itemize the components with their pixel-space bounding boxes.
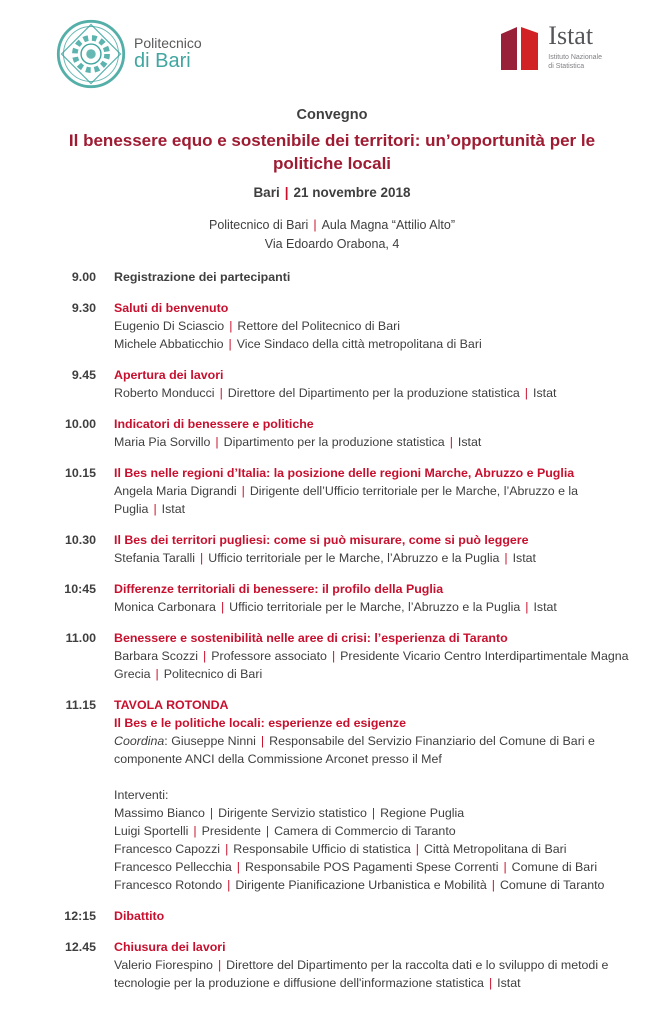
agenda-item (38, 299, 636, 353)
agenda-time: 9.00 (71, 270, 96, 284)
agenda-text-segment: Dirigente Servizio statistico (218, 806, 367, 820)
agenda-line (114, 335, 636, 353)
agenda-text-segment: Dipartimento per la produzione statistica (223, 435, 445, 449)
agenda-text-segment: Regione Puglia (380, 806, 465, 820)
agenda-item (38, 629, 636, 683)
pipe-separator: | (488, 976, 493, 990)
politecnico-name: Politecnico (134, 35, 202, 51)
agenda-text-segment: Camera di Commercio di Taranto (274, 824, 456, 838)
agenda-item-body (114, 415, 636, 451)
pipe-separator: | (153, 502, 157, 516)
agenda-text-segment: Comune di Taranto (499, 878, 605, 892)
agenda-title: TAVOLA ROTONDA (114, 698, 229, 712)
agenda-text-segment: Stefania Taralli (114, 551, 196, 565)
agenda-time: 10.30 (64, 533, 96, 547)
agenda-title: Saluti di benvenuto (114, 301, 229, 315)
pipe-separator: | (415, 842, 419, 856)
agenda-text-segment: Luigi Sportelli (114, 824, 189, 838)
agenda-item (38, 415, 636, 451)
agenda-item-body (114, 938, 636, 992)
agenda-item (38, 366, 636, 402)
agenda-item-body (114, 299, 636, 353)
pipe-separator: | (265, 824, 270, 838)
agenda-item-body (114, 464, 636, 518)
interventi-line (114, 840, 636, 858)
venue-address: Via Edoardo Orabona, 4 (264, 237, 400, 251)
politecnico-wordmark (134, 36, 202, 72)
agenda-list (0, 268, 664, 992)
pipe-separator: | (227, 878, 231, 892)
agenda-text-segment: Istat (512, 551, 536, 565)
agenda-line (114, 317, 636, 335)
pipe-separator: | (491, 878, 495, 892)
istat-logo (501, 21, 602, 72)
blank-line (114, 768, 636, 786)
agenda-time: 10.00 (64, 417, 96, 431)
pipe-separator: | (155, 667, 159, 681)
venue-line (0, 216, 664, 235)
agenda-text-segment: Maria Pia Sorvillo (114, 435, 211, 449)
agenda-title: Il Bes e le politiche locali: esperienze ed esigenze (114, 716, 406, 730)
pipe-separator: | (220, 600, 225, 614)
politecnico-city: di Bari (134, 50, 191, 72)
agenda-text-segment: Ufficio territoriale per le Marche, l’Abruzzo e la Puglia (208, 551, 500, 565)
agenda-text-segment: Responsabile POS Pagamenti Spese Correnti (244, 860, 499, 874)
agenda-text-segment: Monica Carbonara (114, 600, 216, 614)
venue-hall: Aula Magna “Attilio Alto” (321, 218, 455, 232)
agenda-text-segment: Politecnico di Bari (163, 667, 263, 681)
agenda-text-segment: Barbara Scozzi (114, 649, 199, 663)
header-logos (0, 0, 664, 90)
pipe-separator: | (504, 551, 508, 565)
agenda-title: Il Bes dei territori pugliesi: come si può misurare, come si può leggere (114, 533, 529, 547)
event-date: 21 novembre 2018 (293, 185, 411, 200)
interventi-line (114, 822, 636, 840)
agenda-text-segment: Francesco Pellecchia (114, 860, 232, 874)
pipe-separator: | (209, 806, 214, 820)
agenda-line (114, 433, 636, 451)
agenda-text-segment: Città Metropolitana di Bari (423, 842, 567, 856)
pipe-separator: | (525, 600, 529, 614)
istat-logo-mark-icon (501, 24, 539, 72)
agenda-item-body (114, 696, 636, 894)
pipe-separator: | (331, 649, 336, 663)
agenda-text-segment: Angela Maria Digrandi (114, 484, 237, 498)
agenda-line (114, 647, 636, 683)
agenda-title: Chiusura dei lavori (114, 940, 226, 954)
agenda-time: 9.45 (71, 368, 96, 382)
agenda-line (114, 384, 636, 402)
agenda-title: Benessere e sostenibilità nelle aree di crisi: l’esperienza di Taranto (114, 631, 508, 645)
pipe-separator: | (228, 337, 232, 351)
interventi-label: Interventi: (114, 788, 169, 802)
coordina-line (114, 732, 636, 768)
agenda-time: 11.15 (65, 698, 96, 712)
agenda-line (114, 482, 636, 518)
pipe-separator: | (284, 185, 289, 200)
venue-place: Politecnico di Bari (208, 218, 309, 232)
agenda-item-body (114, 268, 636, 286)
agenda-text-segment: Eugenio Di Sciascio (114, 319, 225, 333)
agenda-text-segment: Francesco Rotondo (114, 878, 223, 892)
pipe-separator: | (225, 842, 229, 856)
agenda-text-segment: Dirigente dell’Ufficio territoriale per le Marche, l’Abruzzo e la Puglia (114, 484, 579, 516)
agenda-item (38, 531, 636, 567)
agenda-time: 9.30 (71, 301, 96, 315)
agenda-item (38, 464, 636, 518)
agenda-item-body (114, 629, 636, 683)
pipe-separator: | (203, 649, 207, 663)
agenda-text-segment: Professore associato (211, 649, 327, 663)
pipe-separator: | (215, 435, 219, 449)
agenda-title: Differenze territoriali di benessere: il profilo della Puglia (114, 582, 444, 596)
istat-subtitle-line2: di Statistica (548, 63, 585, 70)
agenda-text-segment: Rettore del Politecnico di Bari (237, 319, 400, 333)
agenda-text-segment: Dirigente Pianificazione Urbanistica e Mobilità (235, 878, 487, 892)
agenda-text-segment: Vice Sindaco della città metropolitana di Bari (236, 337, 482, 351)
agenda-title: Indicatori di benessere e politiche (114, 417, 314, 431)
agenda-text-segment: Istat (161, 502, 186, 516)
agenda-text-segment: Presidente (201, 824, 261, 838)
agenda-item (38, 268, 636, 286)
agenda-line (114, 549, 636, 567)
title-block (0, 106, 664, 254)
agenda-title: Il Bes nelle regioni d’Italia: la posizione delle regioni Marche, Abruzzo e Puglia (114, 466, 575, 480)
interventi-line (114, 804, 636, 822)
istat-subtitle (548, 53, 602, 71)
agenda-text-segment: Responsabile del Servizio Finanziario del Comune di Bari e componente ANCI della Commissione Arconet presso il Mef (114, 734, 595, 766)
agenda-time: 12:15 (64, 909, 96, 923)
agenda-item-body (114, 366, 636, 402)
agenda-text-segment: Roberto Monducci (114, 386, 215, 400)
agenda-text-segment: Direttore del Dipartimento per la raccolta dati e lo sviluppo di metodi e tecnologie per la produzione e diffusione dell'informazione statistica (114, 958, 609, 990)
pipe-separator: | (241, 484, 245, 498)
agenda-text-segment: Direttore del Dipartimento per la produzione statistica (227, 386, 520, 400)
pipe-separator: | (217, 958, 222, 972)
istat-wordmark (548, 21, 602, 72)
istat-name: Istat (548, 21, 594, 50)
agenda-item-body (114, 580, 636, 616)
interventi-line (114, 858, 636, 876)
politecnico-seal-icon (55, 18, 127, 90)
agenda-text-segment: Istat (457, 435, 482, 449)
agenda-item-body (114, 531, 636, 567)
coordina-suffix: : (164, 734, 172, 748)
agenda-text-segment: Valerio Fiorespino (114, 958, 213, 972)
agenda-title: Dibattito (114, 909, 165, 923)
agenda-text-segment: Istat (533, 386, 557, 400)
agenda-item (38, 938, 636, 992)
agenda-text-segment: Responsabile Ufficio di statistica (233, 842, 411, 856)
agenda-text-segment: Istat (497, 976, 521, 990)
politecnico-di-bari-logo (55, 18, 202, 90)
event-title: Il benessere equo e sostenibile dei territori: un’opportunità per le politiche locali (68, 131, 596, 173)
agenda-item (38, 907, 636, 925)
agenda-text-segment: Presidente Vicario Centro Interdipartimentale Magna Grecia (114, 649, 629, 681)
event-city: Bari (253, 185, 280, 200)
agenda-text-segment: Francesco Capozzi (114, 842, 221, 856)
pipe-separator: | (236, 860, 240, 874)
agenda-item (38, 580, 636, 616)
agenda-text-segment: Ufficio territoriale per le Marche, l’Abruzzo e la Puglia (229, 600, 521, 614)
agenda-time: 11.00 (65, 631, 96, 645)
agenda-text-segment: Massimo Bianco (114, 806, 205, 820)
agenda-item (38, 696, 636, 894)
agenda-text-segment: Giuseppe Ninni (171, 734, 256, 748)
pipe-separator: | (503, 860, 507, 874)
pipe-separator: | (229, 319, 233, 333)
agenda-line (114, 956, 636, 992)
agenda-title: Apertura dei lavori (114, 368, 224, 382)
agenda-time: 10:45 (64, 582, 96, 596)
pipe-separator: | (371, 806, 376, 820)
istat-subtitle-line1: Istituto Nazionale (548, 54, 602, 61)
interventi-line (114, 876, 636, 894)
agenda-text-segment: Michele Abbaticchio (114, 337, 224, 351)
agenda-time: 10.15 (64, 466, 96, 480)
event-kicker: Convegno (296, 107, 368, 123)
event-date-line (0, 184, 664, 202)
pipe-separator: | (260, 734, 265, 748)
pipe-separator: | (193, 824, 197, 838)
pipe-separator: | (200, 551, 204, 565)
pipe-separator: | (449, 435, 453, 449)
agenda-text-segment: Istat (533, 600, 557, 614)
pipe-separator: | (524, 386, 529, 400)
pipe-separator: | (313, 218, 317, 232)
agenda-item-body (114, 907, 636, 925)
pipe-separator: | (219, 386, 223, 400)
agenda-line (114, 598, 636, 616)
agenda-text-segment: Comune di Bari (511, 860, 598, 874)
coordina-label: Coordina (114, 734, 165, 748)
agenda-title: Registrazione dei partecipanti (114, 270, 291, 284)
agenda-time: 12.45 (64, 940, 96, 954)
